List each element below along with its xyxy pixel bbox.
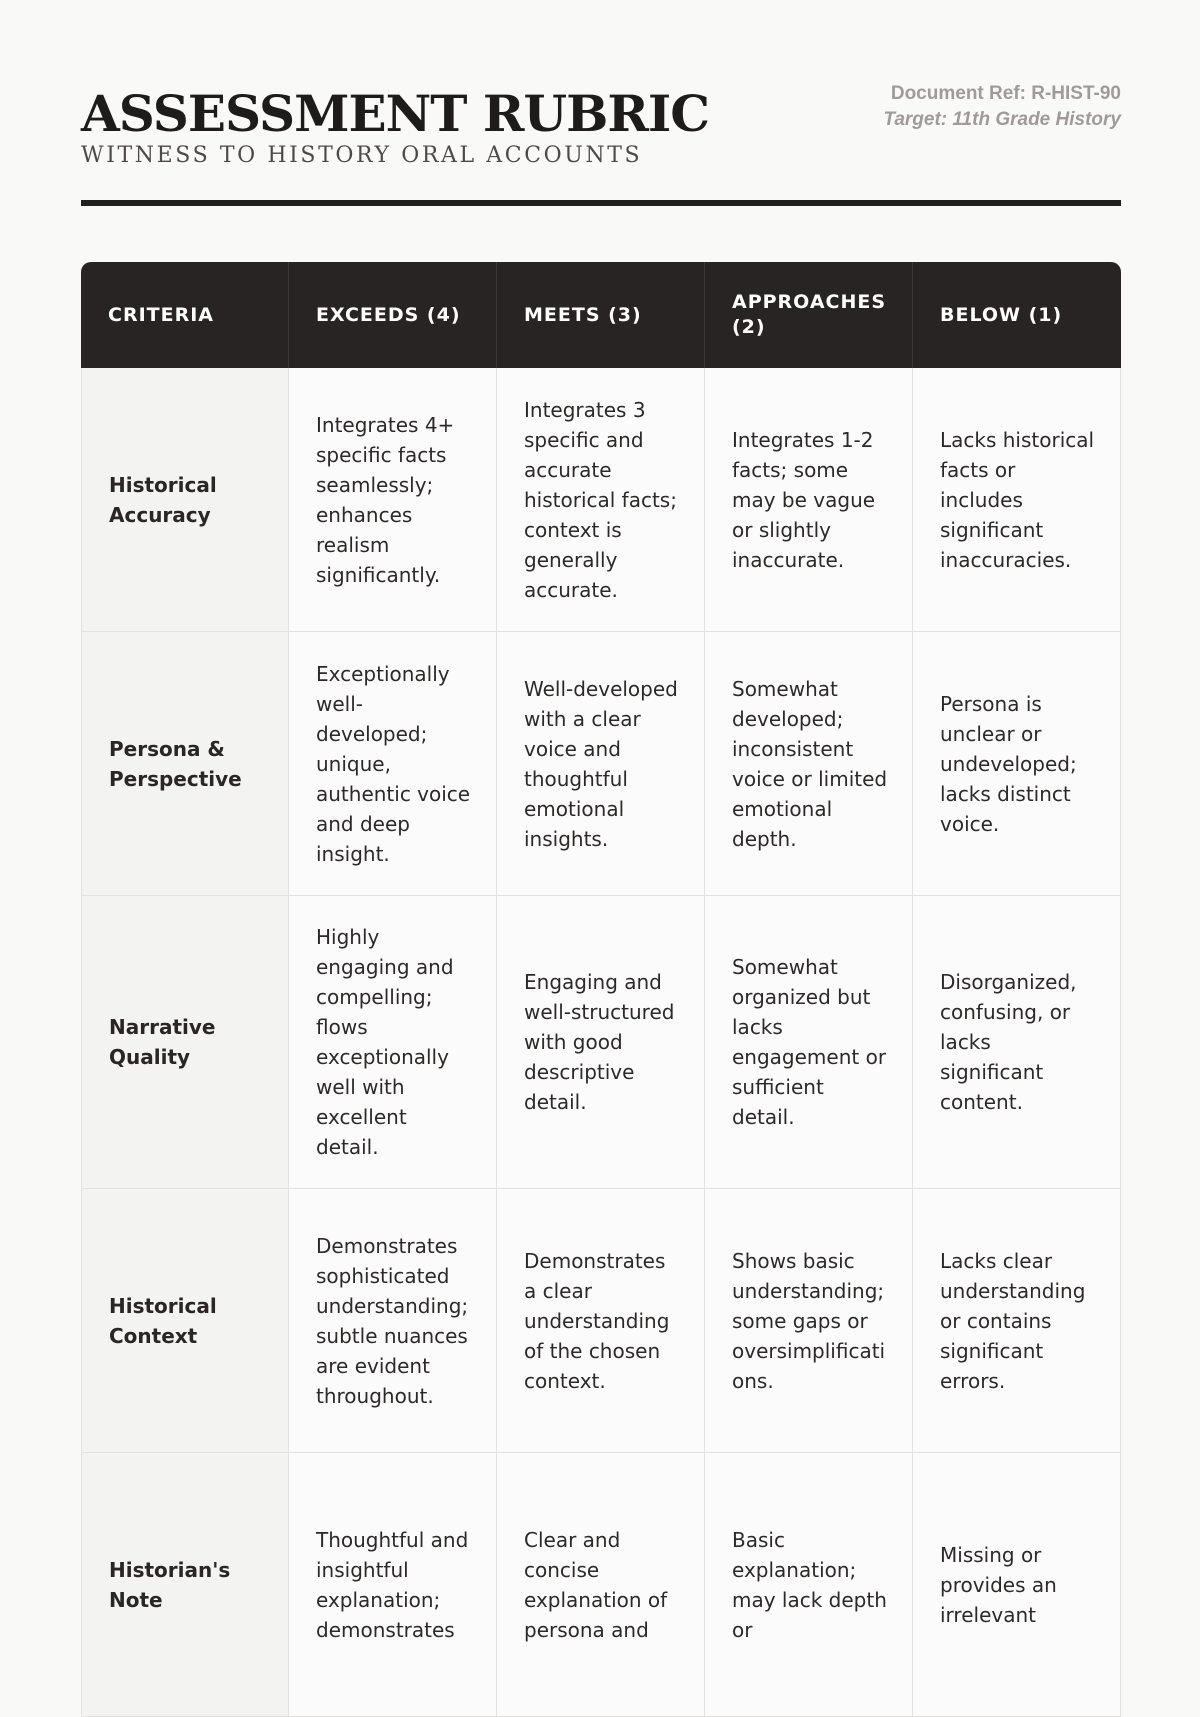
rubric-cell-meets: Engaging and well-structured with good descriptive detail.: [497, 896, 705, 1189]
column-header-meets: MEETS (3): [497, 262, 705, 368]
column-header-below: BELOW (1): [913, 262, 1121, 368]
criterion-label: Historical Accuracy: [81, 368, 289, 632]
criterion-label: Historian's Note: [81, 1453, 289, 1717]
table-header-row: [81, 262, 1121, 368]
rubric-cell-below: Lacks historical facts or includes significant inaccuracies.: [913, 368, 1121, 632]
document-meta: [883, 81, 1121, 133]
rubric-cell-meets: Well-developed with a clear voice and thoughtful emotional insights.: [497, 632, 705, 896]
rubric-cell-approaches: Somewhat organized but lacks engagement or sufficient detail.: [705, 896, 913, 1189]
document-ref: Document Ref: R-HIST-90: [890, 83, 1121, 104]
rubric-cell-approaches: Basic explanation; may lack depth or: [705, 1453, 913, 1717]
column-header-approaches: APPROACHES (2): [705, 262, 913, 368]
rubric-cell-meets: Clear and concise explanation of persona and: [497, 1453, 705, 1717]
rubric-document: [81, 0, 1121, 1642]
page-title: ASSESSMENT RUBRIC: [81, 84, 710, 143]
table-row: [81, 1189, 1121, 1453]
rubric-table: [81, 262, 1121, 1717]
rubric-cell-exceeds: Integrates 4+ specific facts seamlessly; enhances realism significantly.: [289, 368, 497, 632]
criterion-label: Narrative Quality: [81, 896, 289, 1189]
rubric-cell-approaches: Integrates 1-2 facts; some may be vague or slightly inaccurate.: [705, 368, 913, 632]
table-row: [81, 1453, 1121, 1717]
criterion-label: Historical Context: [81, 1189, 289, 1453]
page-subtitle: WITNESS TO HISTORY ORAL ACCOUNTS: [81, 143, 643, 168]
target-audience: Target: 11th Grade History: [883, 109, 1121, 130]
rubric-cell-meets: Integrates 3 specific and accurate historical facts; context is generally accurate.: [497, 368, 705, 632]
rubric-cell-exceeds: Thoughtful and insightful explanation; demonstrates: [289, 1453, 497, 1717]
header-divider: [81, 200, 1121, 206]
table-row: [81, 632, 1121, 896]
column-header-exceeds: EXCEEDS (4): [289, 262, 497, 368]
column-header-criteria: CRITERIA: [81, 262, 289, 368]
rubric-cell-exceeds: Exceptionally well-developed; unique, authentic voice and deep insight.: [289, 632, 497, 896]
rubric-cell-exceeds: Demonstrates sophisticated understanding; subtle nuances are evident throughout.: [289, 1189, 497, 1453]
rubric-cell-below: Persona is unclear or undeveloped; lacks distinct voice.: [913, 632, 1121, 896]
rubric-cell-exceeds: Highly engaging and compelling; flows exceptionally well with excellent detail.: [289, 896, 497, 1189]
table-row: [81, 368, 1121, 632]
rubric-cell-approaches: Somewhat developed; inconsistent voice or limited emotional depth.: [705, 632, 913, 896]
rubric-cell-below: Missing or provides an irrelevant: [913, 1453, 1121, 1717]
rubric-cell-below: Lacks clear understanding or contains significant errors.: [913, 1189, 1121, 1453]
table-row: [81, 896, 1121, 1189]
rubric-cell-below: Disorganized, confusing, or lacks significant content.: [913, 896, 1121, 1189]
rubric-cell-meets: Demonstrates a clear understanding of the chosen context.: [497, 1189, 705, 1453]
document-header: [81, 0, 1121, 208]
criterion-label: Persona & Perspective: [81, 632, 289, 896]
rubric-cell-approaches: Shows basic understanding; some gaps or oversimplifications.: [705, 1189, 913, 1453]
